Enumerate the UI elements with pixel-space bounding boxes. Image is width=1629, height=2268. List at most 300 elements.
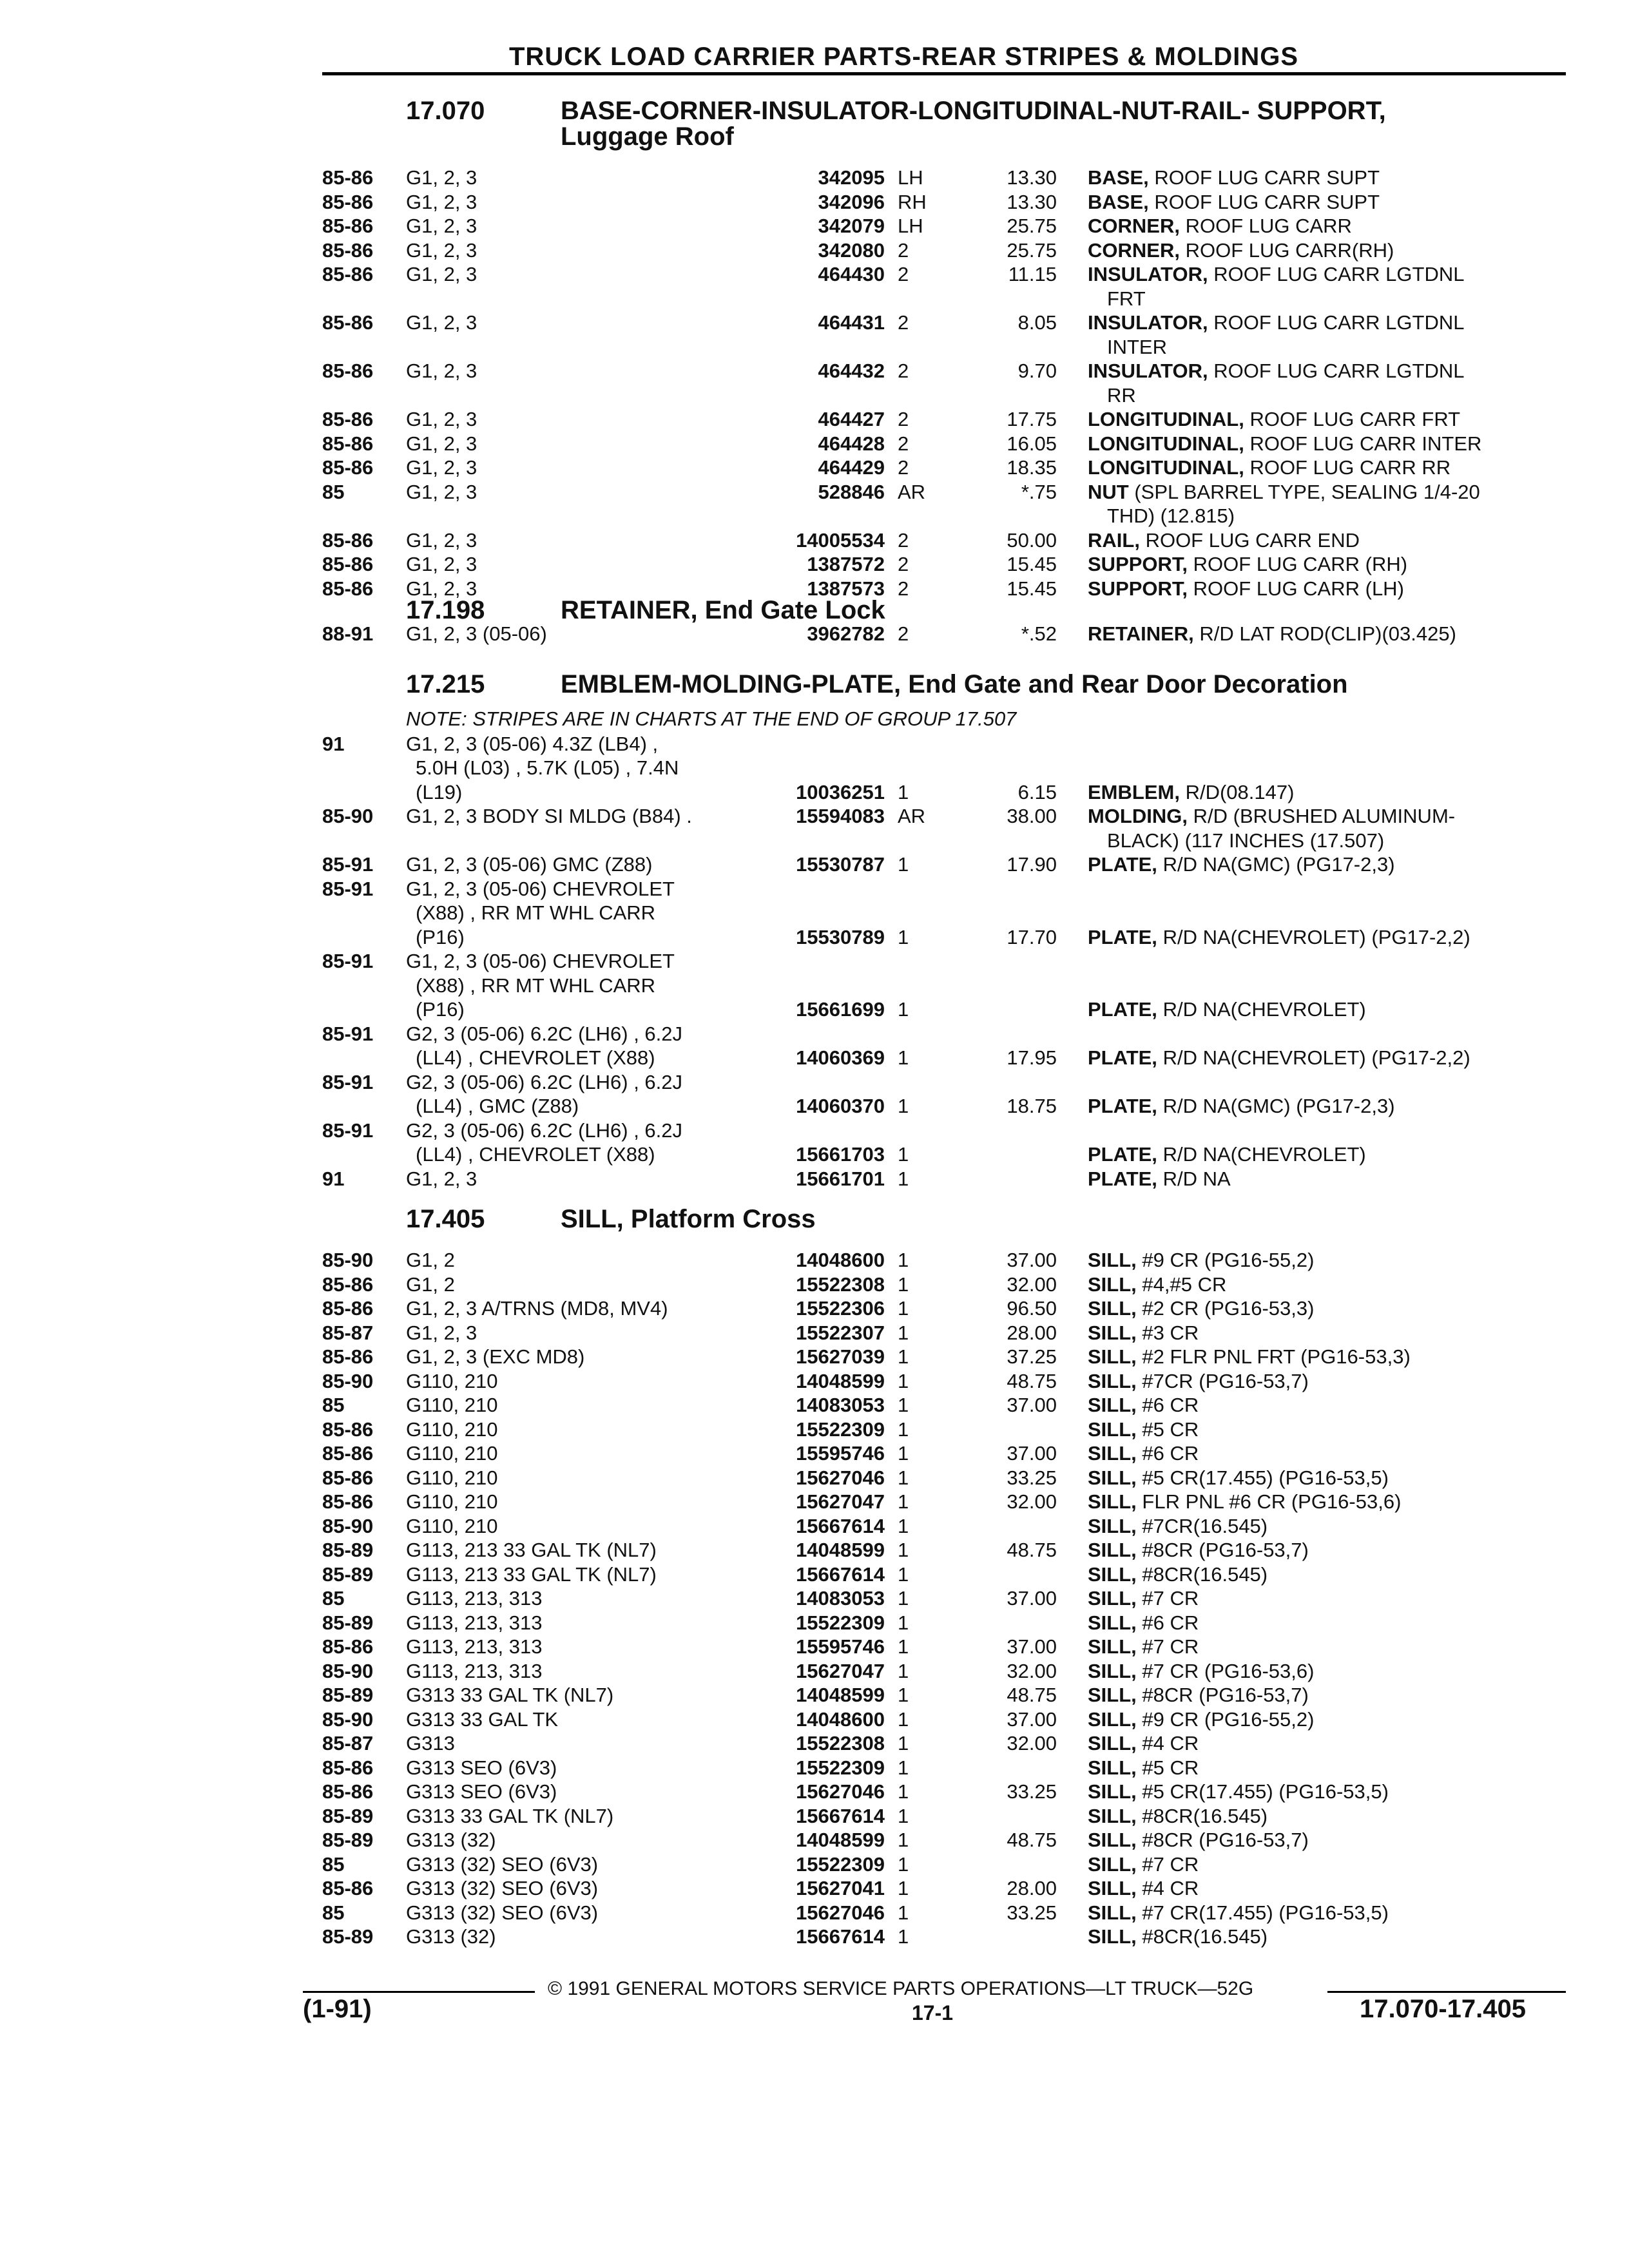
price: 8.05 <box>1017 311 1057 334</box>
price: 25.75 <box>1007 238 1057 262</box>
year-range: 85-87 <box>322 1732 374 1754</box>
part-number: 14048600 <box>796 1707 885 1731</box>
table-row-data <box>0 1167 1629 1191</box>
year-range: 85-90 <box>322 1659 374 1682</box>
description-keyword: SILL, <box>1088 1756 1137 1779</box>
model-applicability: G1, 2, 3 <box>406 215 477 237</box>
price: 6.15 <box>1017 780 1057 803</box>
year-range: 85-86 <box>322 553 374 575</box>
model-continuation: (P16) <box>416 998 465 1021</box>
part-number: 15522306 <box>796 1297 885 1320</box>
part-number: 15595746 <box>796 1635 885 1658</box>
quantity: 1 <box>898 1539 909 1561</box>
quantity: AR <box>898 480 926 503</box>
description-text: ROOF LUG CARR SUPT <box>1154 166 1380 189</box>
year-range: 85-89 <box>322 1925 374 1948</box>
description-keyword: SILL, <box>1088 1852 1137 1876</box>
description-keyword: INSULATOR, <box>1088 263 1208 285</box>
description-text: ROOF LUG CARR LGTDNL <box>1213 360 1465 382</box>
model-applicability: G1, 2, 3 <box>406 1321 477 1344</box>
quantity: 1 <box>898 1732 909 1754</box>
part-number: 15522307 <box>796 1321 885 1344</box>
part-number: 1387573 <box>807 577 885 600</box>
quantity: 2 <box>898 263 909 285</box>
part-number: 464432 <box>818 360 885 382</box>
section-title: RETAINER, End Gate Lock <box>561 596 885 624</box>
table-row <box>0 732 1629 756</box>
price: 11.15 <box>1008 263 1057 285</box>
part-number: 15627039 <box>796 1345 885 1368</box>
description <box>1088 238 1394 263</box>
table-row-data <box>0 1901 1629 1925</box>
footer-rule-left <box>303 1991 535 1993</box>
description-text: FLR PNL #6 CR (PG16-53,6) <box>1142 1490 1402 1513</box>
year-range: 85-86 <box>322 408 374 430</box>
table-row-data <box>0 1876 1629 1901</box>
year-range: 85-91 <box>322 950 374 972</box>
description-keyword: SILL, <box>1088 1345 1137 1368</box>
description-keyword: EMBLEM, <box>1088 780 1180 803</box>
year-range: 85-86 <box>322 166 374 189</box>
part-number: 464431 <box>818 311 885 334</box>
description <box>1088 262 1464 287</box>
model-applicability: G1, 2, 3 <box>406 432 477 455</box>
description-keyword: SILL, <box>1088 1297 1137 1320</box>
description-text: ROOF LUG CARR (RH) <box>1193 553 1408 575</box>
part-number: 342096 <box>818 190 885 213</box>
part-number: 15667614 <box>796 1514 885 1537</box>
table-row-data <box>0 456 1629 480</box>
description <box>1088 1466 1389 1490</box>
description-keyword: SILL, <box>1088 1804 1137 1827</box>
year-range: 85-90 <box>322 1514 374 1537</box>
year-range: 85-86 <box>322 1345 374 1368</box>
price: 17.95 <box>1007 1046 1057 1069</box>
quantity: 1 <box>898 925 909 948</box>
part-number: 15530787 <box>796 853 885 876</box>
description-keyword: SILL, <box>1088 1321 1137 1344</box>
quantity: 1 <box>898 1095 909 1117</box>
quantity: 1 <box>898 1684 909 1706</box>
description-keyword: SILL, <box>1088 1901 1137 1924</box>
model-continuation: (X88) , RR MT WHL CARR <box>416 901 656 924</box>
description <box>1088 1369 1309 1394</box>
description-keyword: INSULATOR, <box>1088 360 1208 382</box>
description <box>1088 1046 1470 1070</box>
table-row-data <box>0 238 1629 263</box>
model-applicability: G110, 210 <box>406 1442 498 1465</box>
description-text: #8CR (PG16-53,7) <box>1142 1684 1309 1706</box>
model-continuation: (L19) <box>416 780 463 803</box>
description-keyword: SILL, <box>1088 1539 1137 1561</box>
table-row-data <box>0 1490 1629 1514</box>
part-number: 528846 <box>818 480 885 503</box>
description <box>1088 1514 1268 1539</box>
description-text: ROOF LUG CARR <box>1185 215 1352 237</box>
year-range: 85-89 <box>322 1804 374 1827</box>
year-range: 85-86 <box>322 311 374 334</box>
year-range: 91 <box>322 732 345 755</box>
part-number: 14083053 <box>796 1587 885 1610</box>
description <box>1088 1804 1268 1829</box>
year-range: 85-90 <box>322 805 374 827</box>
description <box>1088 1707 1314 1732</box>
description <box>1088 528 1360 553</box>
year-range: 85-86 <box>322 1756 374 1779</box>
part-number: 1387572 <box>807 553 885 575</box>
description-text: #6 CR <box>1142 1611 1199 1634</box>
quantity: 1 <box>898 1046 909 1069</box>
section-title: BASE-CORNER-INSULATOR-LONGITUDINAL-NUT-RAIL- SUPPORT, <box>561 97 1386 125</box>
description-keyword: SILL, <box>1088 1562 1137 1586</box>
price: 32.00 <box>1007 1273 1057 1296</box>
description <box>1088 1248 1314 1273</box>
description <box>1088 1780 1389 1804</box>
model-applicability: G113, 213, 313 <box>406 1635 543 1658</box>
model-applicability: G110, 210 <box>406 1514 498 1537</box>
description <box>1088 1296 1314 1321</box>
model-applicability: G1, 2, 3 <box>406 238 477 262</box>
part-number: 342080 <box>818 238 885 262</box>
description-keyword: SILL, <box>1088 1587 1137 1610</box>
part-number: 15522309 <box>796 1611 885 1634</box>
table-row-data <box>0 1441 1629 1466</box>
description-keyword: PLATE, <box>1088 1095 1157 1117</box>
description <box>1088 1635 1199 1659</box>
description <box>1088 1345 1411 1369</box>
page-title: TRUCK LOAD CARRIER PARTS-REAR STRIPES & MOLDINGS <box>509 43 1299 71</box>
year-range: 85 <box>322 1587 345 1610</box>
table-row-data <box>0 1780 1629 1804</box>
description-text: (SPL BARREL TYPE, SEALING 1/4-20 <box>1134 480 1480 503</box>
year-range: 85-86 <box>322 238 374 262</box>
price: 33.25 <box>1007 1780 1057 1803</box>
description-text: #9 CR (PG16-55,2) <box>1142 1707 1315 1731</box>
table-row-data <box>0 1248 1629 1273</box>
description-text: ROOF LUG CARR (LH) <box>1193 577 1404 600</box>
year-range: 85 <box>322 1852 345 1876</box>
quantity: 1 <box>898 1143 909 1166</box>
price: 37.25 <box>1007 1345 1057 1368</box>
description-keyword: BASE, <box>1088 190 1149 213</box>
price: 48.75 <box>1007 1829 1057 1851</box>
description <box>1088 852 1395 877</box>
model-applicability: G1, 2 <box>406 1273 455 1296</box>
year-range: 85-89 <box>322 1611 374 1634</box>
description-keyword: SILL, <box>1088 1369 1137 1392</box>
part-number: 14083053 <box>796 1394 885 1416</box>
price: 18.35 <box>1007 456 1057 479</box>
year-range: 85-86 <box>322 1780 374 1803</box>
description <box>1088 577 1404 601</box>
model-applicability: G113, 213, 313 <box>406 1587 543 1610</box>
description-keyword: SILL, <box>1088 1780 1137 1803</box>
description <box>1088 311 1464 335</box>
model-applicability: G113, 213 33 GAL TK (NL7) <box>406 1562 657 1586</box>
table-row-data <box>0 997 1629 1022</box>
description-keyword: LONGITUDINAL, <box>1088 456 1244 479</box>
section-subtitle: Luggage Roof <box>561 122 734 151</box>
year-range: 85-90 <box>322 1249 374 1271</box>
table-row-data <box>0 1094 1629 1119</box>
model-applicability: G110, 210 <box>406 1466 498 1489</box>
description <box>1088 804 1455 829</box>
table-row-data <box>0 1852 1629 1877</box>
model-applicability: G1, 2, 3 (EXC MD8) <box>406 1345 585 1368</box>
part-number: 14060370 <box>796 1095 885 1117</box>
model-applicability: G1, 2, 3 (05-06) 4.3Z (LB4) , <box>406 732 659 755</box>
part-number: 14048599 <box>796 1829 885 1851</box>
description-keyword: SUPPORT, <box>1088 577 1188 600</box>
price: 96.50 <box>1007 1297 1057 1320</box>
quantity: 2 <box>898 622 909 645</box>
description <box>1088 1756 1199 1780</box>
quantity: 1 <box>898 1659 909 1682</box>
description-keyword: PLATE, <box>1088 1167 1157 1190</box>
description-text: #7 CR (PG16-53,6) <box>1142 1659 1315 1682</box>
quantity: 2 <box>898 528 909 552</box>
year-range: 88-91 <box>322 622 374 645</box>
description-text: R/D LAT ROD(CLIP)(03.425) <box>1199 622 1456 645</box>
table-row-data <box>0 1707 1629 1732</box>
quantity: 1 <box>898 1901 909 1924</box>
quantity: 1 <box>898 1249 909 1271</box>
model-applicability: G1, 2, 3 <box>406 553 477 575</box>
price: 32.00 <box>1007 1659 1057 1682</box>
year-range: 85-91 <box>322 877 374 900</box>
description-text: #7 CR <box>1142 1635 1199 1658</box>
part-number: 15595746 <box>796 1442 885 1465</box>
year-range: 91 <box>322 1167 345 1190</box>
description-text: R/D NA(GMC) (PG17-2,3) <box>1162 853 1395 876</box>
quantity: 1 <box>898 1273 909 1296</box>
table-row-data <box>0 1731 1629 1756</box>
model-applicability: G1, 2, 3 <box>406 480 477 503</box>
table-row <box>0 1022 1629 1046</box>
part-number: 464428 <box>818 432 885 455</box>
table-row <box>0 949 1629 974</box>
description-text: ROOF LUG CARR INTER <box>1249 432 1482 455</box>
part-number: 464430 <box>818 263 885 285</box>
model-applicability: G2, 3 (05-06) 6.2C (LH6) , 6.2J <box>406 1119 683 1142</box>
description <box>1088 1925 1268 1949</box>
model-applicability: G313 SEO (6V3) <box>406 1756 557 1779</box>
model-applicability: G313 33 GAL TK <box>406 1707 559 1731</box>
quantity: 1 <box>898 1321 909 1344</box>
year-range: 85-86 <box>322 360 374 382</box>
table-row-data <box>0 359 1629 383</box>
table-row-data <box>0 1683 1629 1707</box>
description-text: #7CR (PG16-53,7) <box>1142 1369 1309 1392</box>
model-applicability: G313 (32) SEO (6V3) <box>406 1852 599 1876</box>
description <box>1088 1441 1199 1466</box>
part-number: 15522309 <box>796 1418 885 1441</box>
description <box>1088 1094 1395 1119</box>
table-row-data <box>0 1296 1629 1321</box>
description <box>1088 407 1460 432</box>
model-applicability: G1, 2, 3 BODY SI MLDG (B84) . <box>406 805 692 827</box>
description-keyword: PLATE, <box>1088 853 1157 876</box>
quantity: 1 <box>898 1611 909 1634</box>
model-applicability: G313 (32) SEO (6V3) <box>406 1877 599 1899</box>
quantity: 1 <box>898 1780 909 1803</box>
description-text: R/D NA(CHEVROLET) <box>1162 998 1366 1021</box>
description <box>1088 1828 1309 1852</box>
price: 16.05 <box>1007 432 1057 455</box>
quantity: 2 <box>898 408 909 430</box>
quantity: RH <box>898 190 927 213</box>
model-applicability: G113, 213 33 GAL TK (NL7) <box>406 1539 657 1561</box>
description-text: #8CR (PG16-53,7) <box>1142 1829 1309 1851</box>
footer-rule-right <box>1327 1991 1566 1993</box>
description-keyword: NUT <box>1088 480 1129 503</box>
description <box>1088 1490 1401 1514</box>
part-number: 342095 <box>818 166 885 189</box>
description-continuation: FRT <box>1107 287 1146 310</box>
description-text: R/D NA(CHEVROLET) (PG17-2,2) <box>1162 925 1470 948</box>
year-range: 85-86 <box>322 215 374 237</box>
description-keyword: SILL, <box>1088 1707 1137 1731</box>
description-text: R/D NA(GMC) (PG17-2,3) <box>1162 1095 1395 1117</box>
quantity: 2 <box>898 432 909 455</box>
part-number: 15522309 <box>796 1852 885 1876</box>
price: 17.75 <box>1007 408 1057 430</box>
description-text: R/D(08.147) <box>1185 780 1295 803</box>
year-range: 85-86 <box>322 1297 374 1320</box>
table-row-data <box>0 1345 1629 1369</box>
model-applicability: G313 33 GAL TK (NL7) <box>406 1804 614 1827</box>
quantity: 1 <box>898 1829 909 1851</box>
quantity: 1 <box>898 1345 909 1368</box>
price: 50.00 <box>1007 528 1057 552</box>
part-number: 3962782 <box>807 622 885 645</box>
description-text: #5 CR(17.455) (PG16-53,5) <box>1142 1780 1389 1803</box>
quantity: 1 <box>898 1925 909 1948</box>
description <box>1088 1901 1389 1925</box>
description-keyword: RAIL, <box>1088 528 1140 552</box>
model-applicability: G110, 210 <box>406 1418 498 1441</box>
description <box>1088 1273 1226 1297</box>
description <box>1088 359 1464 383</box>
description <box>1088 1683 1309 1707</box>
description-text: #9 CR (PG16-55,2) <box>1142 1249 1315 1271</box>
model-applicability: G313 (32) <box>406 1829 496 1851</box>
table-row-data <box>0 622 1629 646</box>
table-row-data <box>0 804 1629 829</box>
year-range: 85-89 <box>322 1684 374 1706</box>
part-number: 464429 <box>818 456 885 479</box>
price: 32.00 <box>1007 1490 1057 1513</box>
part-number: 15667614 <box>796 1562 885 1586</box>
model-continuation: (P16) <box>416 925 465 948</box>
price: 17.70 <box>1007 925 1057 948</box>
model-applicability: G1, 2, 3 <box>406 408 477 430</box>
year-range: 85-86 <box>322 1466 374 1489</box>
table-row-data <box>0 552 1629 577</box>
model-continuation: (LL4) , CHEVROLET (X88) <box>416 1046 655 1069</box>
description-text: #8CR(16.545) <box>1142 1925 1268 1948</box>
table-row-data <box>0 432 1629 456</box>
quantity: 1 <box>898 1707 909 1731</box>
header-rule <box>322 72 1566 75</box>
part-number: 15627046 <box>796 1901 885 1924</box>
year-range: 85-86 <box>322 577 374 600</box>
table-row-data <box>0 1321 1629 1345</box>
quantity: 1 <box>898 1562 909 1586</box>
description-text: #4 CR <box>1142 1732 1199 1754</box>
model-applicability: G313 33 GAL TK (NL7) <box>406 1684 614 1706</box>
model-applicability: G1, 2, 3 <box>406 456 477 479</box>
table-row-data <box>0 311 1629 335</box>
table-row-data <box>0 214 1629 238</box>
table-row-data <box>0 190 1629 215</box>
model-applicability: G1, 2, 3 (05-06) GMC (Z88) <box>406 853 653 876</box>
price: 13.30 <box>1007 190 1057 213</box>
description-keyword: LONGITUDINAL, <box>1088 408 1244 430</box>
year-range: 85-86 <box>322 1418 374 1441</box>
year-range: 85-90 <box>322 1369 374 1392</box>
model-continuation: 5.0H (L03) , 5.7K (L05) , 7.4N <box>416 756 679 779</box>
quantity: 1 <box>898 1514 909 1537</box>
part-number: 15667614 <box>796 1925 885 1948</box>
quantity: 1 <box>898 1394 909 1416</box>
section-number: 17.070 <box>406 97 485 125</box>
description-keyword: SILL, <box>1088 1877 1137 1899</box>
table-row-data <box>0 1369 1629 1394</box>
table-row-data <box>0 1659 1629 1684</box>
description-text: #7 CR <box>1142 1587 1199 1610</box>
quantity: 1 <box>898 1490 909 1513</box>
model-continuation: (X88) , RR MT WHL CARR <box>416 974 656 997</box>
table-row-data <box>0 480 1629 505</box>
price: 37.00 <box>1007 1249 1057 1271</box>
table-row-data <box>0 1393 1629 1418</box>
model-applicability: G313 (32) SEO (6V3) <box>406 1901 599 1924</box>
description-text: ROOF LUG CARR(RH) <box>1185 238 1394 262</box>
model-applicability: G113, 213, 313 <box>406 1659 543 1682</box>
description <box>1088 622 1456 646</box>
year-range: 85-90 <box>322 1707 374 1731</box>
model-applicability: G1, 2, 3 <box>406 1167 477 1190</box>
model-applicability: G1, 2, 3 <box>406 311 477 334</box>
part-number: 14048599 <box>796 1369 885 1392</box>
description-keyword: PLATE, <box>1088 925 1157 948</box>
year-range: 85-86 <box>322 528 374 552</box>
description <box>1088 1393 1199 1418</box>
quantity: 1 <box>898 1418 909 1441</box>
price: 17.90 <box>1007 853 1057 876</box>
model-applicability: G1, 2, 3 A/TRNS (MD8, MV4) <box>406 1297 668 1320</box>
footer-date: (1-91) <box>303 1995 372 2023</box>
price: 33.25 <box>1007 1901 1057 1924</box>
quantity: 1 <box>898 1852 909 1876</box>
description-text: #8CR(16.545) <box>1142 1804 1268 1827</box>
description <box>1088 214 1352 238</box>
year-range: 85-91 <box>322 1070 374 1093</box>
price: 15.45 <box>1007 553 1057 575</box>
year-range: 85-86 <box>322 190 374 213</box>
part-number: 15522308 <box>796 1732 885 1754</box>
table-row-data <box>0 780 1629 805</box>
model-applicability: G110, 210 <box>406 1490 498 1513</box>
model-applicability: G110, 210 <box>406 1394 498 1416</box>
model-continuation: (LL4) , CHEVROLET (X88) <box>416 1143 655 1166</box>
part-number: 15661699 <box>796 998 885 1021</box>
description-keyword: SILL, <box>1088 1442 1137 1465</box>
part-number: 15661701 <box>796 1167 885 1190</box>
part-number: 15667614 <box>796 1804 885 1827</box>
quantity: AR <box>898 805 926 827</box>
